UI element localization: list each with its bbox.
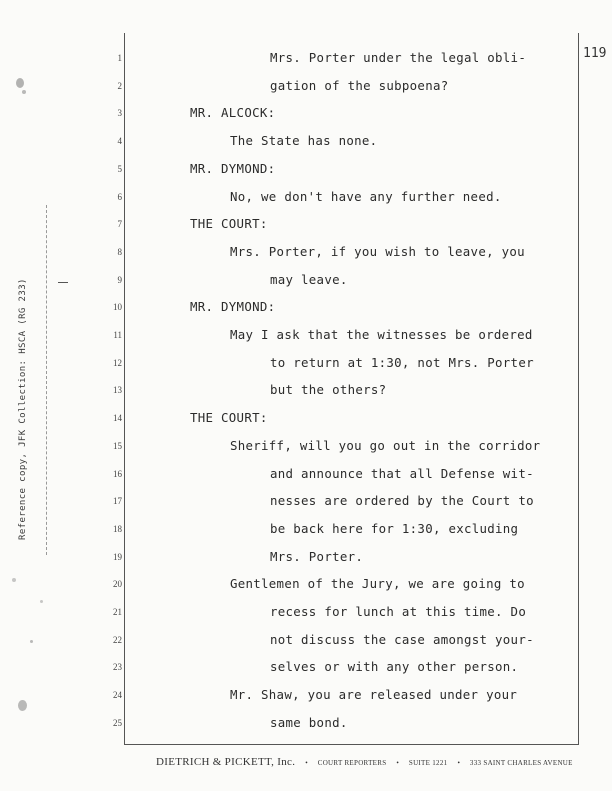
footer-firm: DIETRICH & PICKETT, Inc. bbox=[156, 756, 296, 768]
transcript-line: not discuss the case amongst your- bbox=[270, 631, 534, 647]
page-number: 119 bbox=[583, 46, 607, 61]
line-number: 17 bbox=[113, 496, 122, 507]
page-frame-bottom bbox=[124, 744, 579, 745]
transcript-line: same bond. bbox=[270, 714, 348, 730]
margin-stamp: Reference copy, JFK Collection: HSCA (RG 233) bbox=[18, 278, 28, 540]
scan-speck bbox=[30, 640, 33, 643]
transcript-line: be back here for 1:30, excluding bbox=[270, 520, 519, 536]
transcript-line: MR. DYMOND: bbox=[190, 160, 276, 176]
line-number: 19 bbox=[113, 551, 122, 562]
line-number: 23 bbox=[113, 662, 122, 673]
line-number: 9 bbox=[117, 274, 122, 285]
line-number: 24 bbox=[113, 690, 122, 701]
transcript-line: may leave. bbox=[270, 271, 348, 287]
line-number: 16 bbox=[113, 468, 122, 479]
line-number: 4 bbox=[117, 136, 122, 147]
line-number: 12 bbox=[113, 357, 122, 368]
footer-role: COURT REPORTERS bbox=[317, 759, 387, 767]
transcript-line: Mr. Shaw, you are released under your bbox=[230, 687, 518, 703]
line-number: 3 bbox=[117, 108, 122, 119]
footer-separator: • bbox=[305, 759, 308, 767]
transcript-line: THE COURT: bbox=[190, 410, 268, 426]
footer-address: 333 SAINT CHARLES AVENUE bbox=[469, 759, 573, 767]
line-number: 10 bbox=[113, 302, 122, 313]
transcript-line: May I ask that the witnesses be ordered bbox=[230, 327, 533, 342]
footer-separator: • bbox=[396, 759, 399, 767]
transcript-line: to return at 1:30, not Mrs. Porter bbox=[270, 354, 534, 370]
transcript-line: MR. DYMOND: bbox=[190, 299, 276, 315]
line-number: 1 bbox=[117, 53, 122, 63]
line-number: 18 bbox=[113, 523, 122, 534]
transcript-line: THE COURT: bbox=[190, 216, 268, 232]
transcript-line: gation of the subpoena? bbox=[270, 77, 449, 93]
line-number: 13 bbox=[113, 385, 122, 396]
transcript-line: but the others? bbox=[270, 382, 387, 398]
scan-speck bbox=[40, 600, 43, 603]
footer-suite: SUITE 1221 bbox=[408, 759, 448, 767]
transcript-line: selves or with any other person. bbox=[270, 659, 519, 675]
line-number: 11 bbox=[113, 330, 122, 340]
line-number: 7 bbox=[117, 219, 122, 230]
scan-speck bbox=[22, 90, 26, 94]
line-number: 14 bbox=[113, 413, 122, 424]
transcript-line: Mrs. Porter. bbox=[270, 548, 364, 564]
line-number: 8 bbox=[117, 246, 122, 257]
transcript-line: No, we don't have any further need. bbox=[230, 188, 502, 204]
transcript-line: Gentlemen of the Jury, we are going to bbox=[230, 576, 525, 592]
page-frame-left bbox=[124, 33, 125, 745]
line-number: 2 bbox=[117, 80, 122, 91]
page-footer bbox=[156, 752, 573, 770]
scan-speck bbox=[12, 578, 16, 582]
transcript-line: Mrs. Porter under the legal obli- bbox=[270, 50, 527, 65]
transcript-line: Sheriff, will you go out in the corridor bbox=[230, 437, 541, 453]
line-number: 22 bbox=[113, 634, 122, 645]
scan-speck bbox=[18, 700, 27, 711]
page-frame-right bbox=[578, 33, 579, 745]
scan-speck bbox=[16, 78, 24, 88]
line-number: 6 bbox=[117, 191, 122, 202]
transcript-line: MR. ALCOCK: bbox=[190, 105, 276, 121]
line-number: 21 bbox=[113, 607, 122, 617]
transcript-line: nesses are ordered by the Court to bbox=[270, 493, 534, 509]
transcript-line: Mrs. Porter, if you wish to leave, you bbox=[230, 243, 525, 259]
line-number: 5 bbox=[117, 163, 122, 174]
margin-mark bbox=[58, 282, 68, 283]
transcript-line: recess for lunch at this time. Do bbox=[270, 604, 527, 619]
footer-separator: • bbox=[457, 759, 460, 767]
line-number: 15 bbox=[113, 440, 122, 451]
transcript-line: The State has none. bbox=[230, 133, 378, 149]
line-number: 25 bbox=[113, 717, 122, 728]
line-number: 20 bbox=[113, 579, 122, 590]
transcript-line: and announce that all Defense wit- bbox=[270, 465, 534, 481]
